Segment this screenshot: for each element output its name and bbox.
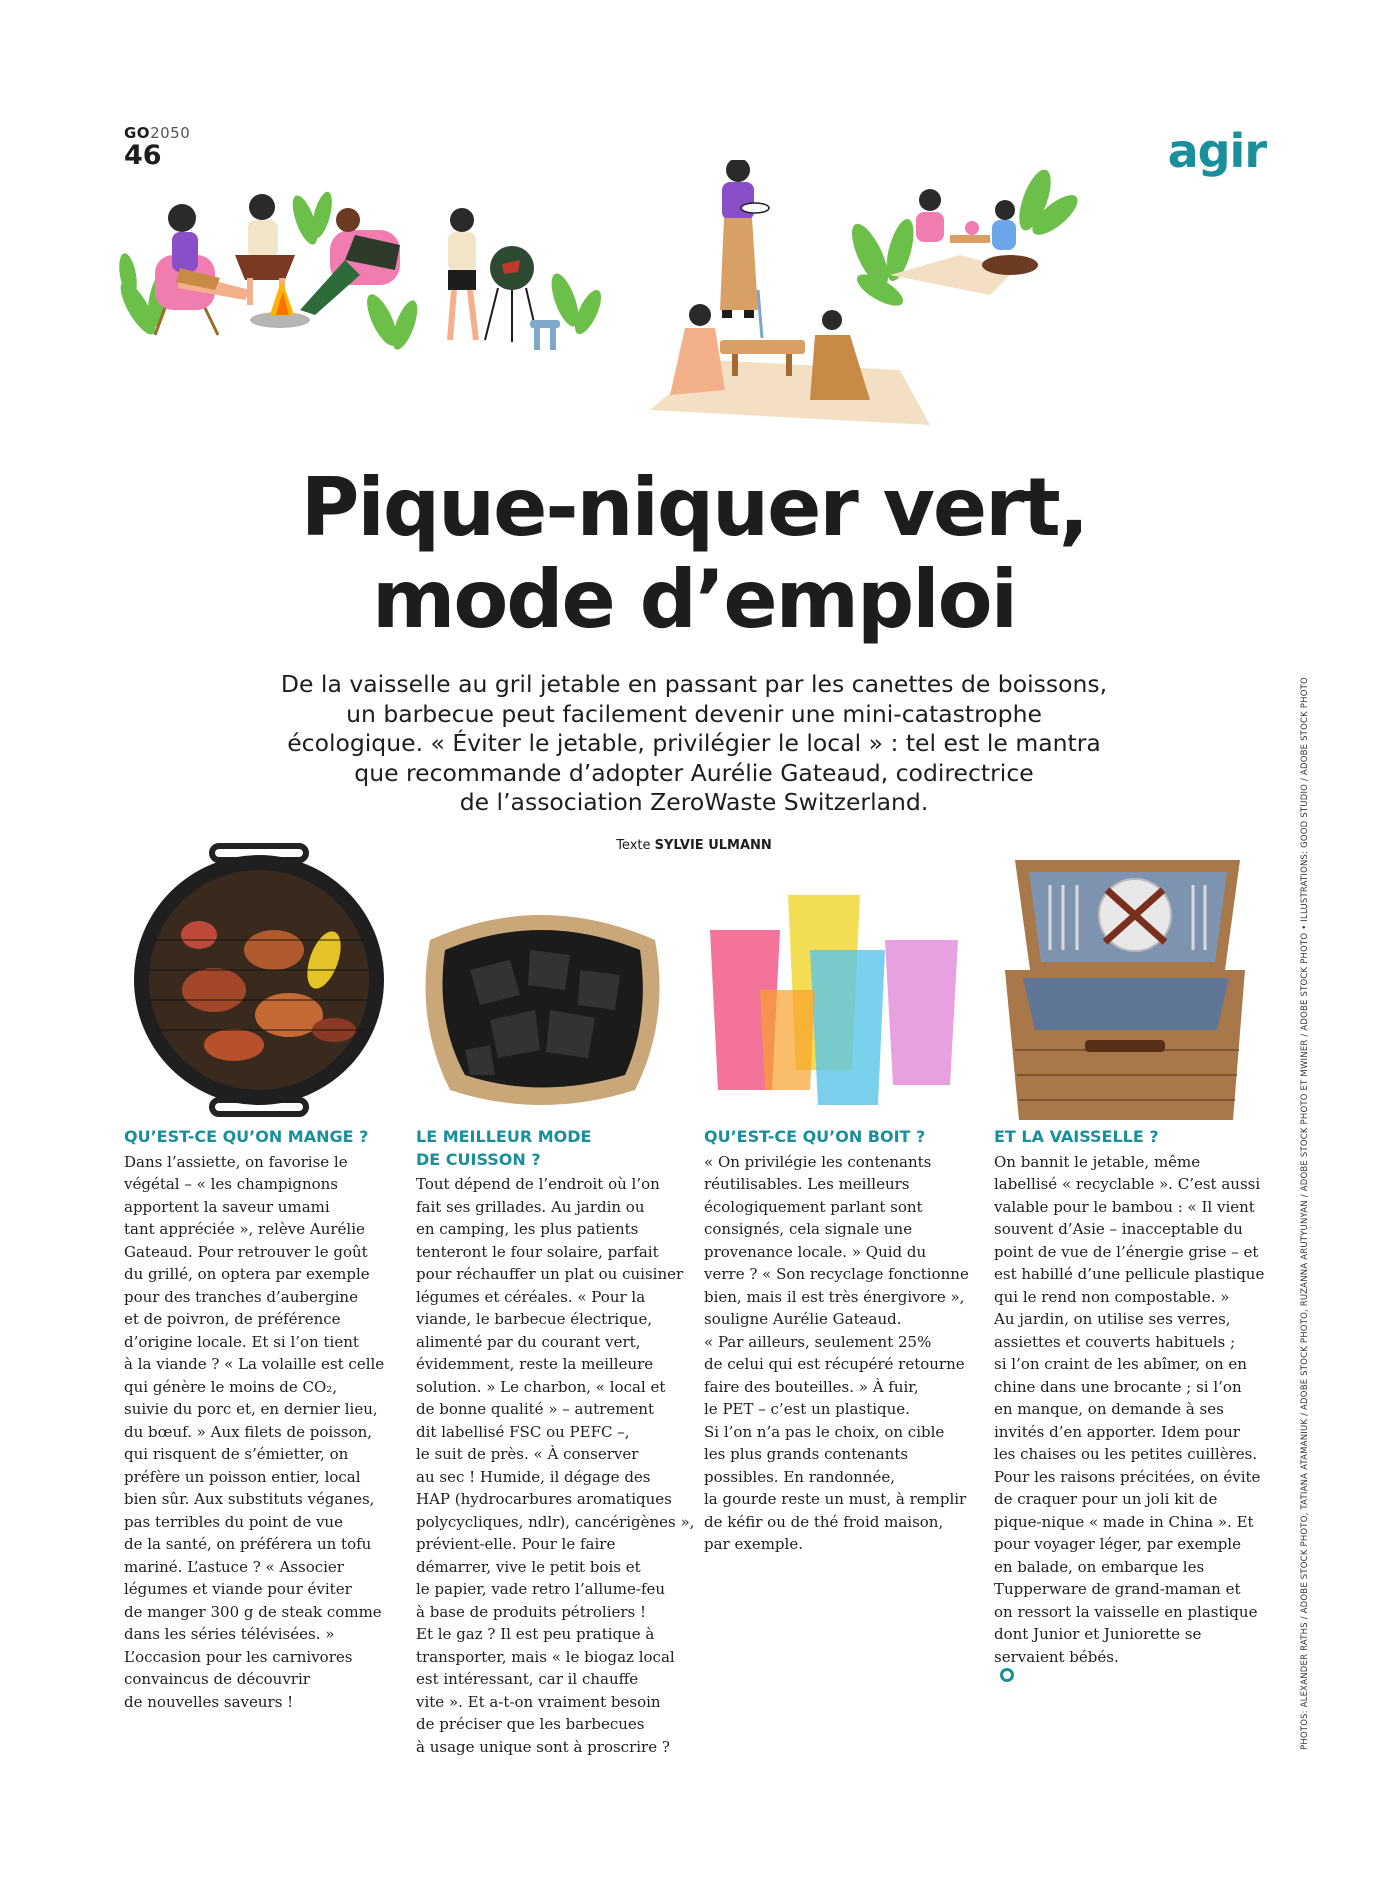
body-line: polycycliques, ndlr), cancérigènes », xyxy=(416,1512,695,1531)
photo-grill xyxy=(124,840,394,1120)
column-heading-line: QU’EST-CE QU’ON MANGE ? xyxy=(124,1127,369,1146)
body-line: végétal – « les champignons xyxy=(124,1175,338,1193)
body-line: de kéfir ou de thé froid maison, xyxy=(704,1512,944,1531)
kettle-grill-icon xyxy=(485,246,538,342)
body-line: suivie du porc et, en dernier lieu, xyxy=(124,1400,378,1418)
body-line: apportent la saveur umami xyxy=(124,1197,330,1216)
column-cooking xyxy=(416,1126,695,1758)
body-line: consignés, cela signale une xyxy=(704,1220,913,1238)
body-line: en balade, on embarque les xyxy=(994,1557,1205,1576)
section-tag: agir xyxy=(1167,124,1266,178)
intro-standfirst xyxy=(250,670,1138,818)
column-food xyxy=(124,1126,394,1713)
body-line: et de poivron, de préférence xyxy=(124,1310,341,1328)
headline xyxy=(150,462,1238,646)
body-line: chine dans une brocante ; si l’on xyxy=(994,1377,1242,1396)
body-line: L’occasion pour les carnivores xyxy=(124,1647,353,1666)
body-line: tenteront le four solaire, parfait xyxy=(416,1242,659,1261)
body-line: à usage unique sont à proscrire ? xyxy=(416,1737,670,1756)
body-line: de celui qui est récupéré retourne xyxy=(704,1355,965,1373)
body-line: préfère un poisson entier, local xyxy=(124,1467,361,1486)
body-line: qui risquent de s’émietter, on xyxy=(124,1445,349,1463)
body-line: labellisé « recyclable ». C’est aussi xyxy=(994,1175,1261,1193)
person-with-dish-figure xyxy=(720,160,769,318)
column-cooking-body xyxy=(416,1173,695,1758)
body-line: le PET – c’est un plastique. xyxy=(704,1400,910,1418)
body-line: de manger 300 g de steak comme xyxy=(124,1602,382,1621)
brand-go: GO xyxy=(124,124,151,142)
picnic-illustration xyxy=(110,160,1280,445)
intro-line: un barbecue peut facilement devenir une mini-catastrophe xyxy=(346,699,1042,728)
body-line: valable pour le bambou : « Il vient xyxy=(994,1197,1255,1216)
campfire-icon xyxy=(250,280,310,328)
body-line: de bonne qualité » – autrement xyxy=(416,1400,655,1418)
column-heading-line: ET LA VAISSELLE ? xyxy=(994,1127,1159,1146)
stool-icon xyxy=(530,320,560,350)
intro-line: de l’association ZeroWaste Switzerland. xyxy=(459,788,929,816)
body-line: dit labellisé FSC ou PEFC –, xyxy=(416,1422,630,1441)
headline-line-2: mode d’emploi xyxy=(371,553,1017,646)
body-line: faire des bouteilles. » À fuir, xyxy=(704,1377,919,1396)
body-line: possibles. En randonnée, xyxy=(704,1467,895,1486)
body-line: de nouvelles saveurs ! xyxy=(124,1692,294,1711)
column-drinks-body xyxy=(704,1151,974,1556)
body-line: pour réchauffer un plat ou cuisiner xyxy=(416,1265,684,1283)
photo-glasses xyxy=(700,890,975,1115)
column-heading-line: LE MEILLEUR MODE xyxy=(416,1127,592,1146)
body-line: à base de produits pétroliers ! xyxy=(416,1602,647,1621)
headline-line-1: Pique-niquer vert, xyxy=(300,461,1088,554)
body-line: assiettes et couverts habituels ; xyxy=(994,1332,1236,1351)
body-line: pique-nique « made in China ». Et xyxy=(994,1512,1254,1531)
body-line: Gateaud. Pour retrouver le goût xyxy=(124,1242,368,1261)
body-line: du bœuf. » Aux filets de poisson, xyxy=(124,1422,373,1441)
body-line: évidemment, reste la meilleure xyxy=(416,1355,654,1373)
column-heading-line: QU’EST-CE QU’ON BOIT ? xyxy=(704,1127,926,1146)
body-line: les chaises ou les petites cuillères. xyxy=(994,1445,1258,1463)
body-line: souvent d’Asie – inacceptable du xyxy=(994,1220,1243,1238)
body-line: qui le rend non compostable. » xyxy=(994,1287,1230,1306)
body-line-text: servaient bébés. xyxy=(994,1647,1119,1666)
body-line: est intéressant, car il chauffe xyxy=(416,1670,639,1688)
column-food-heading xyxy=(124,1126,394,1149)
body-line: On bannit le jetable, même xyxy=(994,1152,1201,1171)
body-line: du grillé, on optera par exemple xyxy=(124,1265,370,1283)
byline-author: SYLVIE ULMANN xyxy=(654,838,772,853)
body-line: si l’on craint de les abîmer, on en xyxy=(994,1355,1247,1373)
body-line: pour des tranches d’aubergine xyxy=(124,1287,358,1306)
body-line: Tout dépend de l’endroit où l’on xyxy=(416,1175,660,1193)
body-line: bien, mais il est très énergivore », xyxy=(704,1287,965,1306)
page-number: 46 xyxy=(124,140,162,171)
body-line: vite ». Et a-t-on vraiment besoin xyxy=(416,1692,661,1711)
body-line: dont Junior et Juniorette se xyxy=(994,1625,1202,1643)
body-line: de préciser que les barbecues xyxy=(416,1715,645,1733)
body-line: par exemple. xyxy=(704,1535,803,1553)
body-line: mariné. L’astuce ? « Associer xyxy=(124,1557,344,1576)
body-line: d’origine locale. Et si l’on tient xyxy=(124,1332,359,1351)
body-line: réutilisables. Les meilleurs xyxy=(704,1175,910,1193)
body-line: le papier, vade retro l’allume-feu xyxy=(416,1580,666,1598)
body-line xyxy=(994,1646,1264,1683)
body-line: le suit de près. « À conserver xyxy=(416,1445,639,1463)
body-line: alimenté par du courant vert, xyxy=(416,1332,641,1351)
body-line: bien sûr. Aux substituts véganes, xyxy=(124,1490,375,1508)
body-line: provenance locale. » Quid du xyxy=(704,1242,927,1261)
body-line: Au jardin, on utilise ses verres, xyxy=(994,1310,1231,1328)
column-heading-line: DE CUISSON ? xyxy=(416,1149,541,1169)
body-line: tant appréciée », relève Aurélie xyxy=(124,1220,365,1238)
column-tableware-body xyxy=(994,1151,1264,1683)
column-drinks xyxy=(704,1126,974,1556)
intro-line: écologique. « Éviter le jetable, privilégier le local » : tel est le mantra xyxy=(287,729,1101,757)
body-line: on ressort la vaisselle en plastique xyxy=(994,1602,1258,1621)
body-line: point de vue de l’énergie grise – et xyxy=(994,1242,1259,1261)
byline-label: Texte xyxy=(616,838,651,853)
body-line: Si l’on n’a pas le choix, on cible xyxy=(704,1422,945,1441)
body-line: souligne Aurélie Gateaud. xyxy=(704,1310,902,1328)
man-campfire-figure xyxy=(235,194,295,305)
photo-charcoal xyxy=(410,880,675,1115)
body-line: HAP (hydrocarbures aromatiques xyxy=(416,1490,672,1508)
body-line: Et le gaz ? Il est peu pratique à xyxy=(416,1625,655,1643)
photo-picnic-basket xyxy=(995,850,1257,1135)
man-grill-figure xyxy=(448,208,476,340)
body-line: Pour les raisons précitées, on évite xyxy=(994,1467,1261,1486)
body-line: « On privilégie les contenants xyxy=(704,1152,932,1171)
brand-year: 2050 xyxy=(150,124,191,142)
body-line: pas terribles du point de vue xyxy=(124,1512,343,1531)
body-line: prévient-elle. Pour le faire xyxy=(416,1535,616,1553)
body-line: en manque, on demande à ses xyxy=(994,1400,1224,1418)
body-line: Tupperware de grand-maman et xyxy=(994,1580,1241,1598)
body-line: écologiquement parlant sont xyxy=(704,1197,923,1216)
body-line: de craquer pour un joli kit de xyxy=(994,1490,1218,1508)
body-line: légumes et viande pour éviter xyxy=(124,1580,352,1598)
body-line: au sec ! Humide, il dégage des xyxy=(416,1467,651,1486)
body-line: démarrer, vive le petit bois et xyxy=(416,1557,641,1576)
column-tableware-heading xyxy=(994,1126,1264,1149)
body-line: qui génère le moins de CO₂, xyxy=(124,1377,338,1396)
body-line: la gourde reste un must, à remplir xyxy=(704,1490,967,1508)
body-line: Dans l’assiette, on favorise le xyxy=(124,1152,348,1171)
intro-line: que recommande d’adopter Aurélie Gateaud, codirectrice xyxy=(354,758,1034,787)
body-line: « Par ailleurs, seulement 25% xyxy=(704,1332,932,1351)
body-line: solution. » Le charbon, « local et xyxy=(416,1377,666,1396)
body-line: viande, le barbecue électrique, xyxy=(416,1310,653,1328)
column-food-body xyxy=(124,1151,394,1714)
body-line: légumes et céréales. « Pour la xyxy=(416,1287,646,1306)
column-drinks-heading xyxy=(704,1126,974,1149)
column-tableware xyxy=(994,1126,1264,1682)
column-cooking-heading xyxy=(416,1126,686,1171)
body-line: à la viande ? « La volaille est celle xyxy=(124,1355,385,1373)
body-line: fait ses grillades. Au jardin ou xyxy=(416,1197,645,1216)
body-line: de la santé, on préférera un tofu xyxy=(124,1535,372,1553)
body-line: verre ? « Son recyclage fonctionne xyxy=(704,1265,969,1283)
magazine-logo xyxy=(124,126,190,141)
body-line: est habillé d’une pellicule plastique xyxy=(994,1265,1265,1283)
picnic-blanket-group xyxy=(650,290,930,425)
end-mark-icon xyxy=(1000,1668,1014,1682)
body-line: invités d’en apporter. Idem pour xyxy=(994,1422,1240,1441)
body-line: convaincus de découvrir xyxy=(124,1670,310,1688)
body-line: en camping, les plus patients xyxy=(416,1220,639,1238)
woman-chair-figure xyxy=(155,204,250,335)
body-line: pour voyager léger, par exemple xyxy=(994,1535,1241,1553)
body-line: transporter, mais « le biogaz local xyxy=(416,1647,675,1666)
body-line: les plus grands contenants xyxy=(704,1445,909,1463)
body-line: dans les séries télévisées. » xyxy=(124,1625,335,1643)
photo-credits: PHOTOS: ALEXANDER RATHS / ADOBE STOCK PHOTO, TATIANA ATAMANIUK / ADOBE STOCK PHOTO, RUZANNA ARUTYUNYAN / ADOBE STOCK PHOTO ET MWINER / ADOBE STOCK PHOTO • ILLUSTRATIONS: GOOD STUDIO / ADOBE STOCK PHOTO xyxy=(1300,677,1310,1750)
intro-line: De la vaisselle au gril jetable en passant par les canettes de boissons, xyxy=(280,670,1108,698)
